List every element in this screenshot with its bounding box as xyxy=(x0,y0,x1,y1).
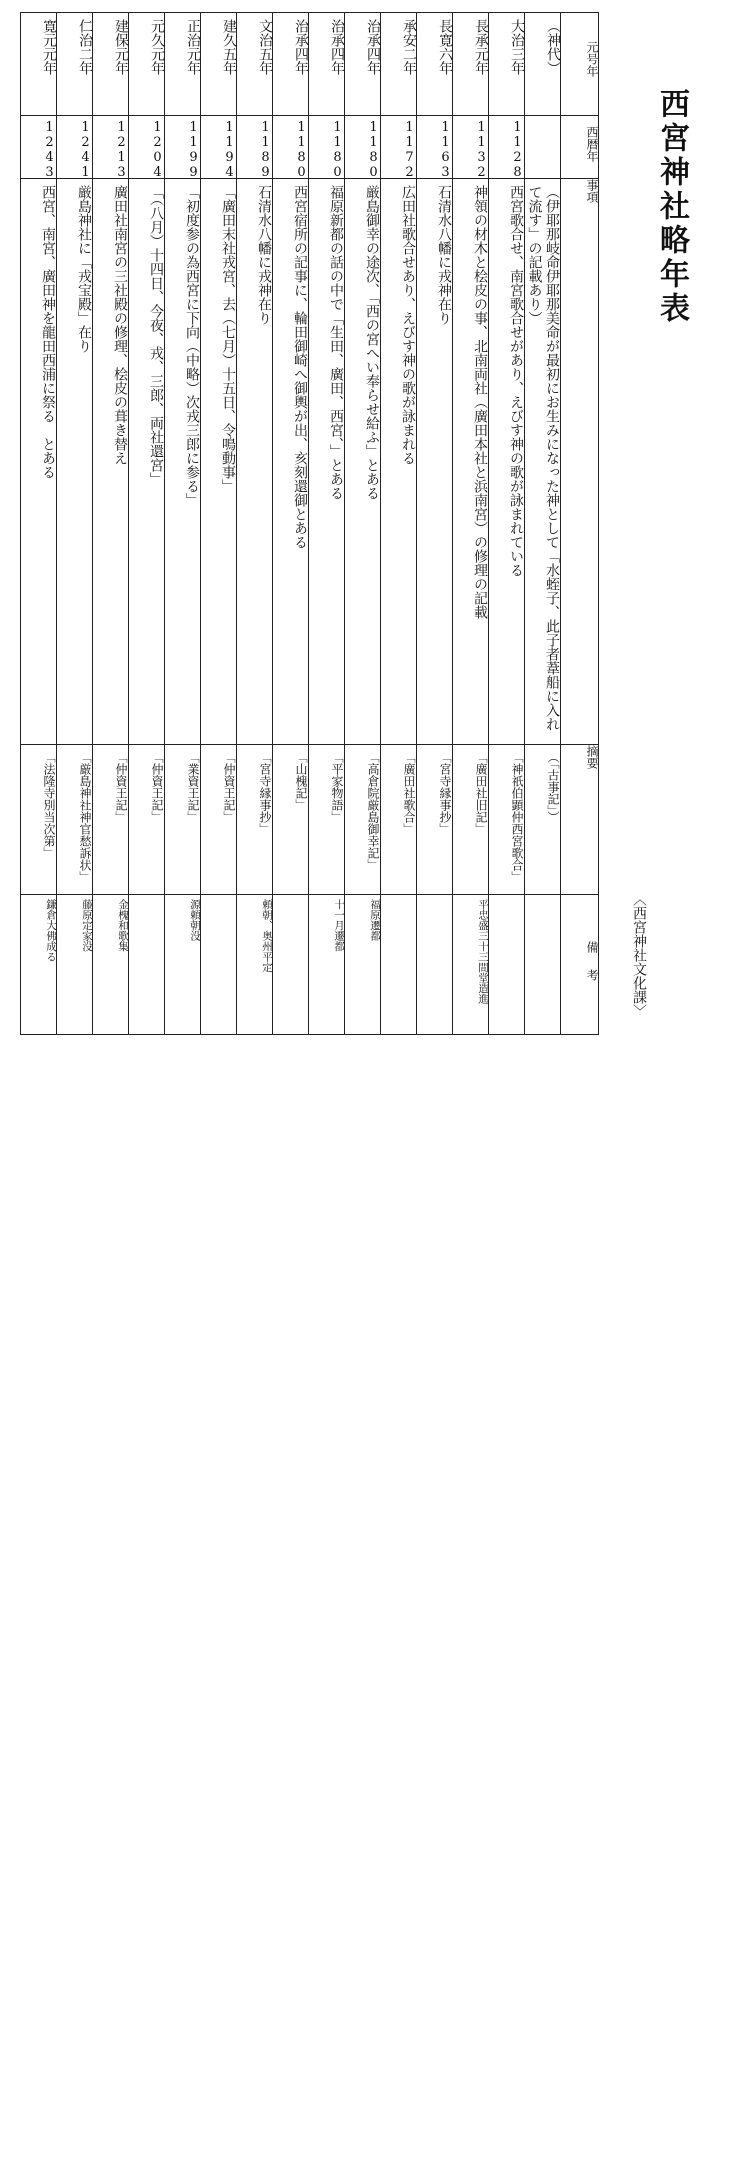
event-text: 広田社歌合せあり、えびす神の歌が詠まれる xyxy=(400,185,416,465)
source-cell xyxy=(273,745,309,895)
era-text: 長寛六年 xyxy=(437,19,453,75)
year-text: 1204 xyxy=(150,120,165,180)
note-text: 福原遷都 xyxy=(369,899,381,941)
year-cell xyxy=(345,116,381,179)
note-cell xyxy=(453,895,489,1035)
note-cell xyxy=(309,895,345,1035)
year-cell xyxy=(453,116,489,179)
source-text: 「宮寺縁事抄」 xyxy=(258,751,272,835)
year-text: 1180 xyxy=(294,120,309,180)
era-text: 元久元年 xyxy=(149,19,165,75)
year-text: 1194 xyxy=(222,120,237,180)
year-cell xyxy=(381,116,417,179)
year-cell xyxy=(57,116,93,179)
event-text: （伊耶那岐命伊耶那美命が最初にお生みになった神として「水蛭子、此子者葦船に入れて流す」の記載あり） xyxy=(526,185,560,731)
note-text: 十一月遷都 xyxy=(333,899,345,952)
era-cell xyxy=(93,13,129,116)
note-text: 藤原定家没 xyxy=(81,899,93,952)
event-cell xyxy=(345,179,381,745)
source-cell xyxy=(93,745,129,895)
header-event-label: 事項 xyxy=(585,179,599,203)
year-row xyxy=(21,116,599,179)
event-cell xyxy=(489,179,525,745)
source-text: 「山槐記」 xyxy=(294,751,308,811)
note-cell xyxy=(129,895,165,1035)
event-cell xyxy=(381,179,417,745)
source-text: 「平家物語」 xyxy=(330,751,344,823)
source-cell xyxy=(309,745,345,895)
event-text: 廣田社南宮の三社殿の修理、桧皮の葺き替え xyxy=(112,185,128,465)
era-text: 長承元年 xyxy=(473,19,489,75)
source-text: 「高倉院厳島御幸記」 xyxy=(366,751,380,871)
note-text xyxy=(201,895,236,1034)
era-cell xyxy=(381,13,417,116)
header-note xyxy=(561,895,599,1035)
source-row xyxy=(21,745,599,895)
source-text: （「古事記」） xyxy=(546,751,560,823)
era-cell xyxy=(21,13,57,116)
event-cell xyxy=(201,179,237,745)
note-cell xyxy=(489,895,525,1035)
event-cell xyxy=(237,179,273,745)
note-text xyxy=(525,895,560,1034)
header-era-label: 元号年 xyxy=(585,41,599,77)
era-row xyxy=(21,13,599,116)
source-cell xyxy=(21,745,57,895)
event-text: 西宮、南宮、廣田神を龍田西浦に祭る とある xyxy=(40,185,56,479)
event-text: 厳島神社に「戎宝殿」在り xyxy=(76,185,92,353)
event-text: 福原新都の話の中で「生田、廣田、西宮、」とある xyxy=(328,185,344,500)
note-cell xyxy=(525,895,561,1035)
header-year xyxy=(561,116,599,179)
note-row xyxy=(21,895,599,1035)
source-cell xyxy=(453,745,489,895)
note-cell xyxy=(57,895,93,1035)
year-text xyxy=(525,116,560,178)
note-cell xyxy=(381,895,417,1035)
note-cell xyxy=(345,895,381,1035)
note-text xyxy=(489,895,524,1034)
header-note-label: 備考 xyxy=(585,941,599,997)
note-cell xyxy=(21,895,57,1035)
note-text xyxy=(381,895,416,1034)
year-cell xyxy=(165,116,201,179)
event-cell xyxy=(93,179,129,745)
note-text xyxy=(417,895,452,1034)
era-text: 承安二年 xyxy=(401,19,417,75)
event-text: 石清水八幡に戎神在り xyxy=(256,185,272,325)
source-text: 「仲資王記」 xyxy=(150,751,164,823)
year-text: 1180 xyxy=(366,120,381,180)
era-cell xyxy=(417,13,453,116)
year-text: 1172 xyxy=(402,120,417,180)
era-text: 大治三年 xyxy=(509,19,525,75)
year-cell xyxy=(93,116,129,179)
year-text: 1163 xyxy=(438,120,453,180)
event-cell xyxy=(21,179,57,745)
header-era xyxy=(561,13,599,116)
era-text: 建保元年 xyxy=(113,19,129,75)
note-text: 金槐和歌集 xyxy=(117,899,129,952)
year-cell xyxy=(417,116,453,179)
year-text: 1241 xyxy=(78,120,93,180)
event-cell xyxy=(309,179,345,745)
event-text: 西宮歌合せ、南宮歌合せがあり、えびす神の歌が詠まれている xyxy=(508,185,524,577)
source-text: 「宮寺縁事抄」 xyxy=(438,751,452,835)
era-cell xyxy=(489,13,525,116)
event-text: 西宮宿所の記事に、輪田御崎へ御輿が出、亥刻還御とある xyxy=(292,185,308,549)
year-cell xyxy=(237,116,273,179)
era-text: （神代） xyxy=(545,19,561,75)
event-row xyxy=(21,179,599,745)
era-cell xyxy=(345,13,381,116)
year-cell xyxy=(273,116,309,179)
note-text xyxy=(129,895,164,1034)
era-cell xyxy=(57,13,93,116)
year-cell xyxy=(201,116,237,179)
source-text: 「仲資王記」 xyxy=(114,751,128,823)
note-text: 平忠盛三十三間堂造進 xyxy=(477,899,489,1004)
note-text: 頼朝、奥州平定 xyxy=(261,899,273,973)
source-text: 「神祇伯顕仲西宮歌合」 xyxy=(510,751,524,883)
event-cell xyxy=(417,179,453,745)
source-cell xyxy=(165,745,201,895)
header-source-label: 摘要 xyxy=(585,745,599,769)
event-text: 神領の材木と桧皮の事、北南両社（廣田本社と浜南宮）の修理の記載 xyxy=(472,185,488,619)
era-text: 仁治二年 xyxy=(77,19,93,75)
event-text: 厳島御幸の途次、「西の宮へい奉らせ給ふ」とある xyxy=(364,185,380,500)
event-cell xyxy=(129,179,165,745)
era-cell xyxy=(453,13,489,116)
source-text: 「厳島神社神官愁訴状」 xyxy=(78,751,92,883)
event-text: 「初度参の為西宮に下向（中略）次戎三郎に参る」 xyxy=(184,185,200,507)
year-text: 1243 xyxy=(42,120,57,180)
era-cell xyxy=(129,13,165,116)
era-text: 正治元年 xyxy=(185,19,201,75)
year-cell xyxy=(21,116,57,179)
event-cell xyxy=(525,179,561,745)
event-cell xyxy=(453,179,489,745)
header-event xyxy=(561,179,599,745)
year-text: 1199 xyxy=(186,120,201,180)
year-text: 1213 xyxy=(114,120,129,180)
year-text: 1128 xyxy=(510,120,525,180)
page-title: 西宮神社略年表 xyxy=(654,88,689,326)
source-cell xyxy=(381,745,417,895)
era-cell xyxy=(165,13,201,116)
event-cell xyxy=(273,179,309,745)
chronology-table xyxy=(20,12,599,1035)
era-cell xyxy=(525,13,561,116)
era-text: 建久五年 xyxy=(221,19,237,75)
note-cell xyxy=(273,895,309,1035)
source-text: 「廣田社歌合」 xyxy=(402,751,416,835)
note-text xyxy=(273,895,308,1034)
note-text: 源頼朝没 xyxy=(189,899,201,941)
note-text: 鎌倉大佛成る xyxy=(45,899,57,962)
header-source xyxy=(561,745,599,895)
era-cell xyxy=(237,13,273,116)
year-text: 1189 xyxy=(258,120,273,180)
note-cell xyxy=(201,895,237,1035)
event-cell xyxy=(57,179,93,745)
era-text: 寛元元年 xyxy=(41,19,57,75)
event-text: 「廣田末社戎宮、去（七月）十五日、令鳴動事」 xyxy=(220,185,236,493)
note-cell xyxy=(237,895,273,1035)
note-cell xyxy=(165,895,201,1035)
source-cell xyxy=(57,745,93,895)
note-cell xyxy=(93,895,129,1035)
era-text: 治承四年 xyxy=(365,19,381,75)
source-cell xyxy=(525,745,561,895)
event-text: 石清水八幡に戎神在り xyxy=(436,185,452,325)
source-cell xyxy=(489,745,525,895)
era-text: 治承四年 xyxy=(329,19,345,75)
source-text: 「廣田社旧記」 xyxy=(474,751,488,835)
event-text: 「（八月）十四日、今夜、戎、三郎、両社還宮」 xyxy=(148,185,164,486)
source-cell xyxy=(201,745,237,895)
era-cell xyxy=(273,13,309,116)
year-cell xyxy=(489,116,525,179)
event-cell xyxy=(165,179,201,745)
era-text: 文治五年 xyxy=(257,19,273,75)
note-cell xyxy=(417,895,453,1035)
year-cell xyxy=(129,116,165,179)
header-year-label: 西暦年 xyxy=(585,126,599,162)
source-cell xyxy=(345,745,381,895)
era-cell xyxy=(309,13,345,116)
year-cell xyxy=(525,116,561,179)
year-cell xyxy=(309,116,345,179)
source-cell xyxy=(129,745,165,895)
source-text: 「法隆寺別当次第」 xyxy=(42,751,56,859)
year-text: 1132 xyxy=(474,120,489,180)
source-text: 「業資王記」 xyxy=(186,751,200,823)
source-text: 「仲資王記」 xyxy=(222,751,236,823)
year-text: 1180 xyxy=(330,120,345,180)
credit-note: 〈西宮神社文化課〉 xyxy=(631,892,647,1018)
source-cell xyxy=(417,745,453,895)
era-text: 治承四年 xyxy=(293,19,309,75)
era-cell xyxy=(201,13,237,116)
source-cell xyxy=(237,745,273,895)
